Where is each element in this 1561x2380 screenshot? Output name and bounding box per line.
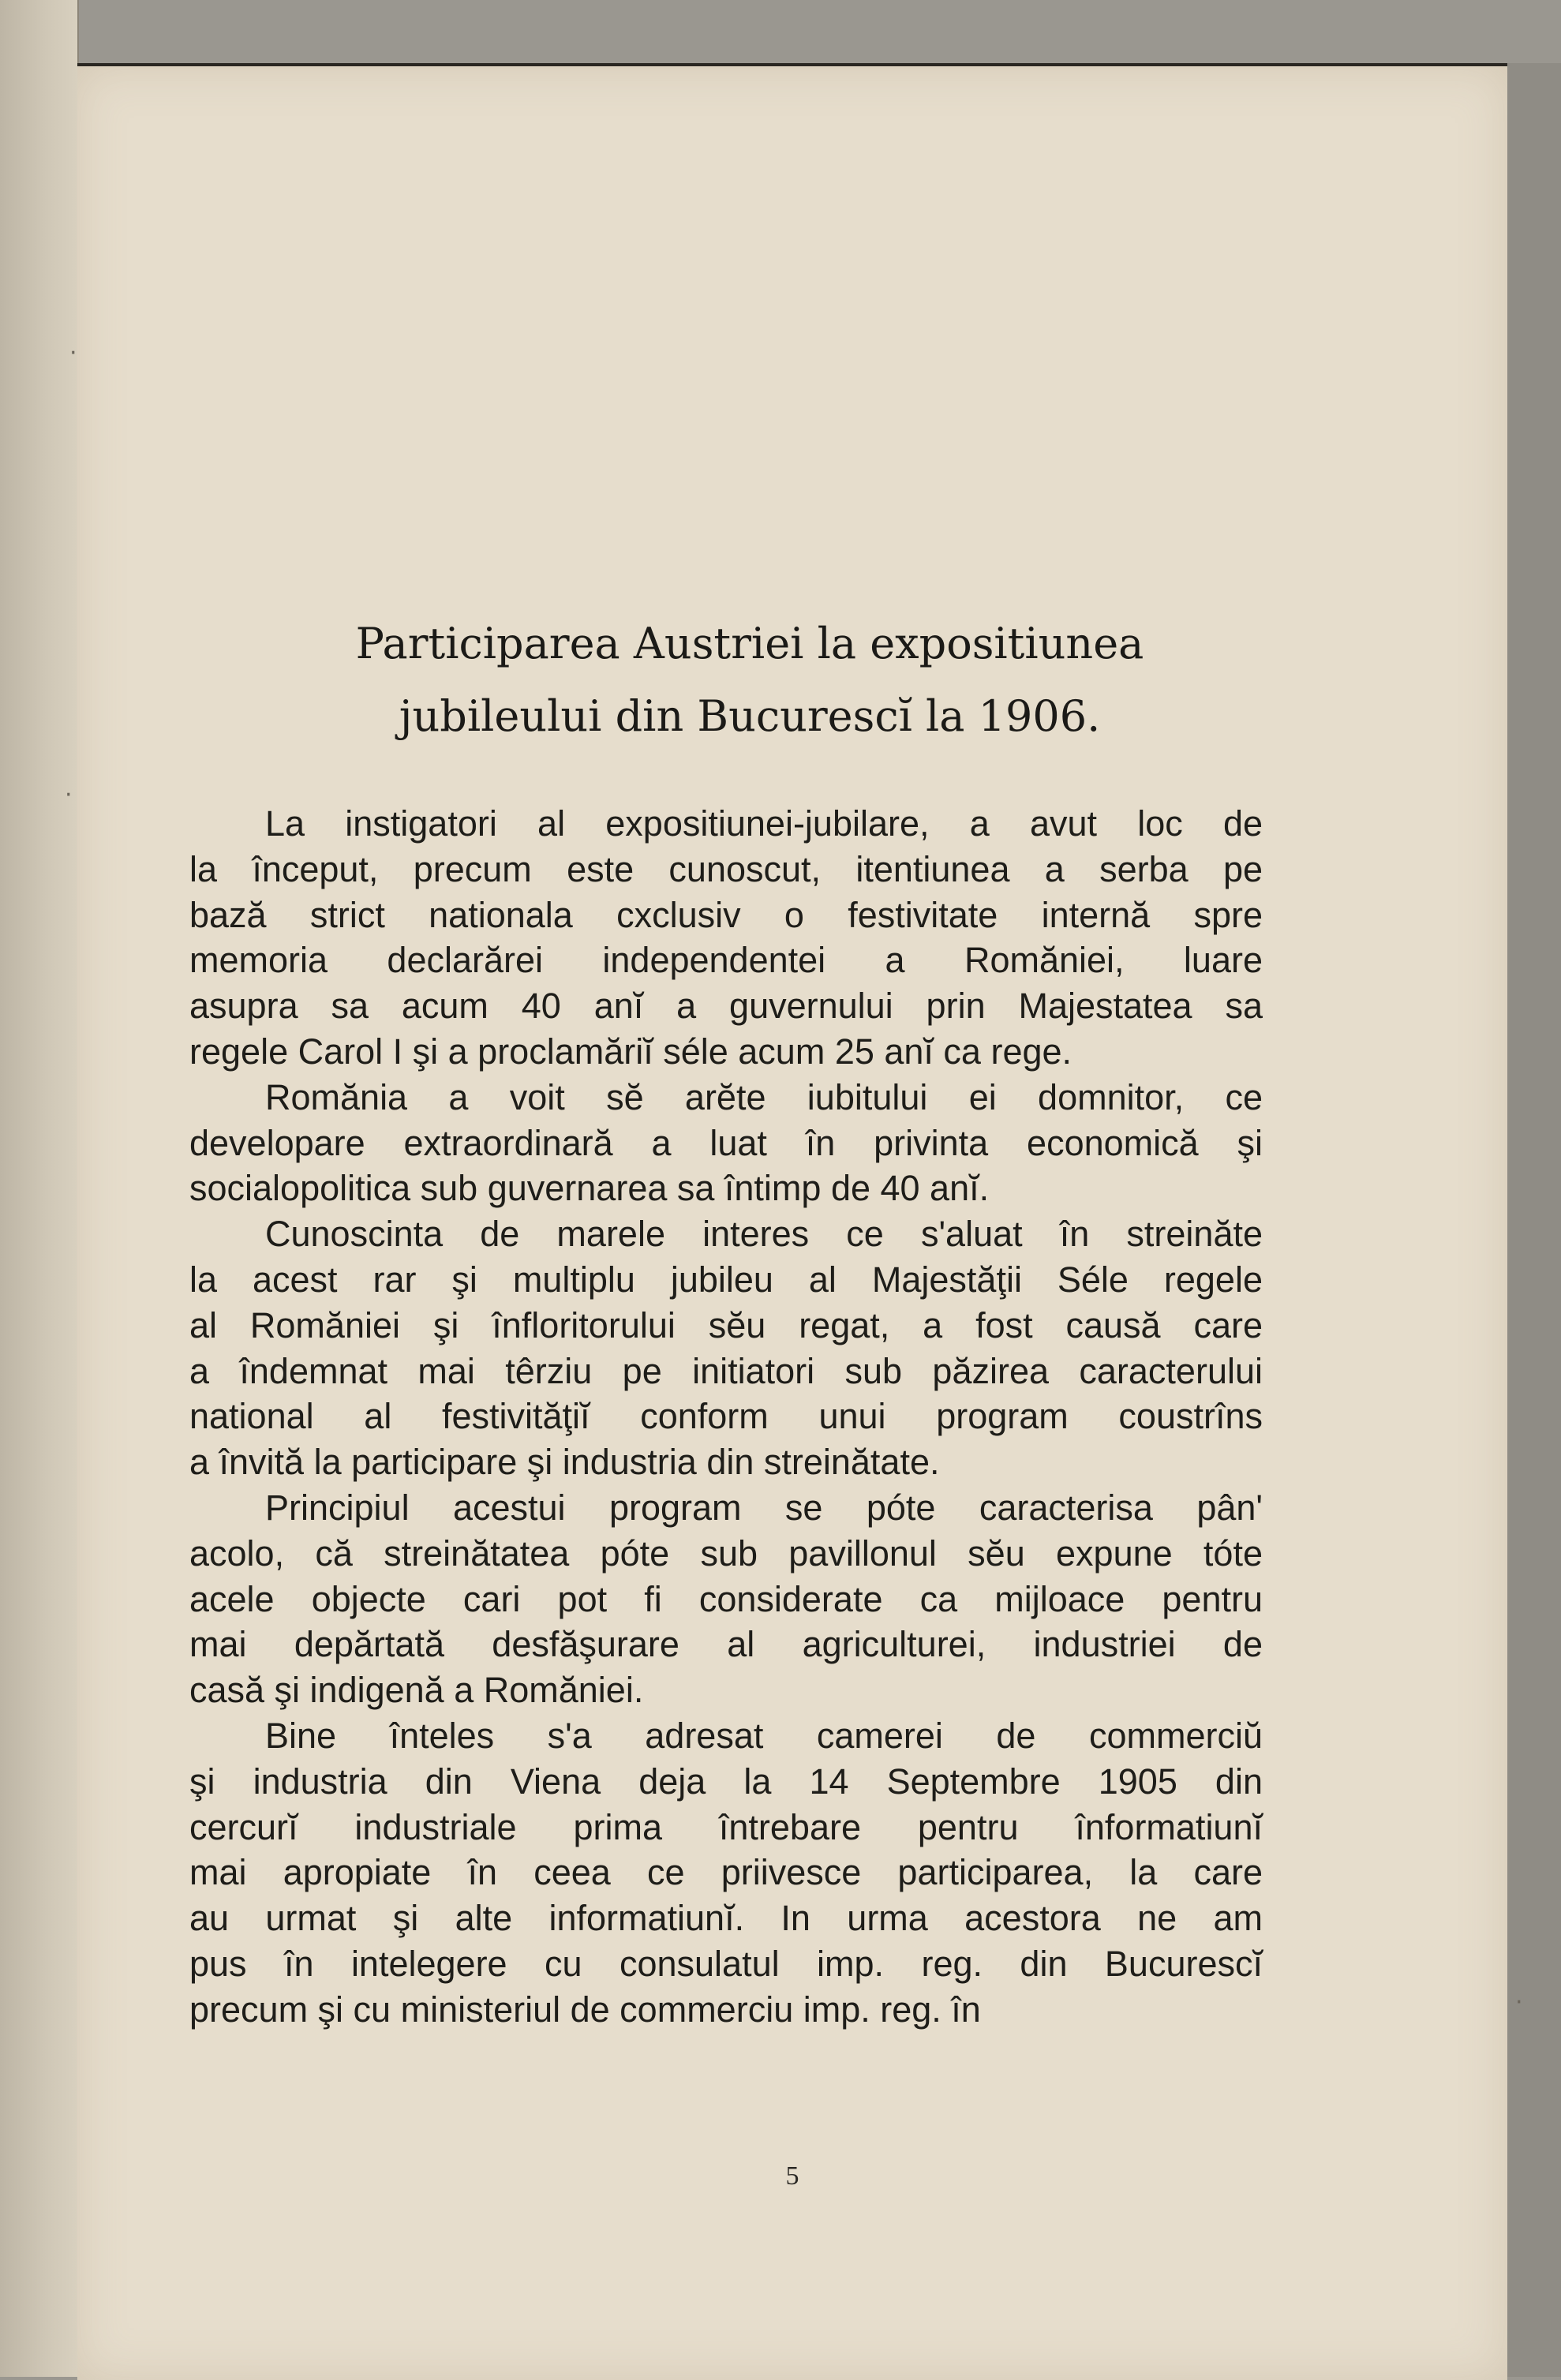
text-line: casă şi indigenă a Romăniei. — [189, 1670, 644, 1711]
page-title — [237, 608, 1263, 753]
margin-mark: · — [1515, 1989, 1523, 2016]
text-line: au urmat şi alte informatiunĭ. In urma acestora ne am — [189, 1898, 1263, 1939]
body-text — [189, 801, 1263, 2033]
text-line: Bine înteles s'a adresat camerei de commerciŭ — [265, 1715, 1263, 1756]
text-line: al Romăniei şi înfloritorului sĕu regat, a fost causă care — [189, 1304, 1263, 1345]
title-line-1: Participarea Austriei la expositiunea — [355, 619, 1144, 668]
text-line: mai apropiate în ceea ce priivesce participarea, la care — [189, 1852, 1263, 1893]
text-line: la început, precum este cunoscut, itentiunea a serba pe — [189, 848, 1263, 889]
text-line: Romănia a voit sĕ arĕte iubitului ei domnitor, ce — [265, 1076, 1263, 1117]
page-number: 5 — [785, 2161, 799, 2191]
text-line: bază strict nationala cxclusiv o festivitate internă spre — [189, 894, 1263, 935]
text-line: Principiul acestui program se póte caracterisa pân' — [265, 1487, 1263, 1528]
book-edge — [1507, 63, 1561, 2377]
paragraph — [189, 1211, 1263, 1485]
text-line: precum şi cu ministeriul de commerciu imp. reg. în — [189, 1989, 981, 2030]
text-line: Cunoscinta de marele interes ce s'aluat în streinăte — [265, 1214, 1263, 1255]
text-line: socialopolitica sub guvernarea sa întimp de 40 anĭ. — [189, 1168, 990, 1209]
text-line: developare extraordinară a luat în privinta economică şi — [189, 1122, 1263, 1163]
facing-page-edge — [0, 0, 79, 2377]
margin-mark: · — [69, 339, 77, 367]
text-line: La instigatori al expositiunei-jubilare, a avut loc de — [265, 803, 1263, 844]
paragraph — [189, 801, 1263, 1075]
text-line: a îndemnat mai têrziu pe initiatori sub păzirea caracterului — [189, 1350, 1263, 1391]
paragraph — [189, 1075, 1263, 1211]
text-line: regele Carol I şi a proclamăriĭ séle acum 25 anĭ ca rege. — [189, 1031, 1072, 1072]
text-line: cercurĭ industriale prima întrebare pentru înformatiunĭ — [189, 1806, 1263, 1847]
text-line: la acest rar şi multiplu jubileu al Majestăţii Séle regele — [189, 1259, 1263, 1300]
text-line: national al festivităţiĭ conform unui program coustrîns — [189, 1396, 1263, 1437]
title-line-2: jubileului din Bucurescĭ la 1906. — [399, 691, 1101, 741]
text-line: şi industria din Viena deja la 14 Septembre 1905 din — [189, 1761, 1263, 1802]
paragraph — [189, 1713, 1263, 2033]
text-line: a învită la participare şi industria din streinătate. — [189, 1442, 940, 1483]
paragraph — [189, 1485, 1263, 1713]
margin-mark: · — [65, 781, 73, 809]
text-line: asupra sa acum 40 anĭ a guvernului prin Majestatea sa — [189, 986, 1263, 1027]
text-line: acolo, că streinătatea póte sub pavillonul sĕu expune tóte — [189, 1532, 1263, 1574]
text-line: mai depărtată desfăşurare al agriculturei, industriei de — [189, 1624, 1263, 1665]
text-line: memoria declarărei independentei a Romăniei, luare — [189, 940, 1263, 981]
text-line: pus în intelegere cu consulatul imp. reg. din Bucurescĭ — [189, 1943, 1263, 1984]
text-line: acele objecte cari pot fi considerate ca mijloace pentru — [189, 1578, 1263, 1619]
